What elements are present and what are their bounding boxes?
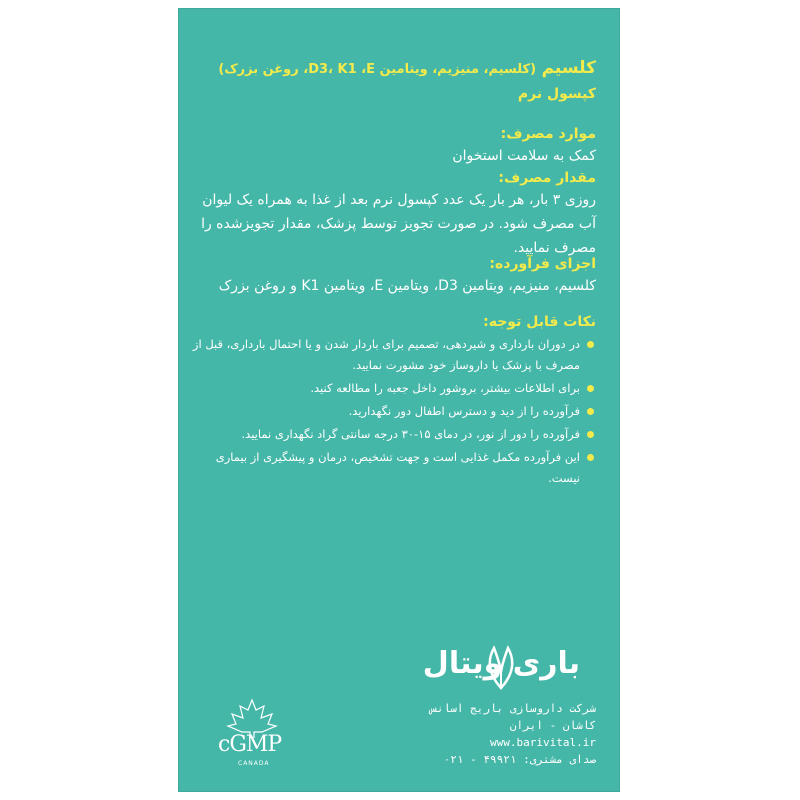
product-ingredients-paren: (کلسیم، منیزیم، ویتامین D3، K1 ،E، روغن بزرک): [218, 62, 537, 77]
brand-logo-text: باری ویتال: [422, 646, 580, 681]
cgmp-country: CANADA: [238, 760, 270, 767]
note-text: فرآورده را دور از نور، در دمای ۱۵-۳۰ درجه سانتی گراد نگهداری نمایید.: [241, 427, 580, 441]
bullet-icon: [587, 408, 594, 415]
company-info: [376, 700, 596, 768]
product-title-line: [196, 58, 596, 78]
components-text: کلسیم، منیزیم، ویتامین D3، ویتامین E، ویتامین K1 و روغن بزرک: [218, 278, 596, 294]
list-item: [192, 447, 596, 489]
list-item: [192, 424, 596, 445]
list-item: [192, 378, 596, 399]
note-text: فرآورده را از دید و دسترس اطفال دور نگهدارید.: [348, 404, 580, 418]
company-location: کاشان - ایران: [509, 719, 596, 732]
company-phone: صدای مشتری: ۴۹۹۲۱ - ۰۲۱: [443, 753, 596, 766]
bullet-icon: [587, 385, 594, 392]
dosage-text: روزی ۳ بار، هر بار یک عدد کپسول نرم بعد از غذا به همراه یک لیوان آب مصرف شود. در صورت تجویز توسط پزشک، مقدار تجویزشده را مصرف نمایید.: [201, 192, 596, 256]
usage-heading: موارد مصرف:: [500, 126, 596, 142]
list-item: [192, 334, 596, 376]
note-text: برای اطلاعات بیشتر، بروشور داخل جعبه را مطالعه کنید.: [310, 381, 580, 395]
usage-text: کمک به سلامت استخوان: [452, 148, 596, 164]
product-name: کلسیم: [541, 58, 596, 78]
dosage-heading: مقدار مصرف:: [498, 170, 596, 186]
note-text: این فرآورده مکمل غذایی است و جهت تشخیص، درمان و پیشگیری از بیماری نیست.: [215, 450, 580, 485]
company-name: شرکت داروسازی باریج اسانس: [430, 702, 596, 715]
product-form: کپسول نرم: [517, 86, 596, 102]
bullet-icon: [587, 454, 594, 461]
notes-heading: نکات قابل توجه:: [483, 314, 596, 330]
bullet-icon: [587, 341, 594, 348]
product-box-panel: [178, 8, 620, 792]
list-item: [192, 401, 596, 422]
notes-list: [192, 334, 596, 491]
components-heading: اجزای فرآورده:: [489, 256, 596, 272]
cgmp-badge: [212, 698, 322, 778]
company-website: www.barivital.ir: [490, 736, 596, 749]
brand-logo: [400, 638, 580, 698]
cgmp-mark: cGMP: [218, 732, 282, 757]
bullet-icon: [587, 431, 594, 438]
note-text: در دوران بارداری و شیردهی، تصمیم برای باردار شدن و یا احتمال بارداری، قبل از مصرف با پزشک یا داروساز خود مشورت نمایید.: [192, 337, 580, 372]
